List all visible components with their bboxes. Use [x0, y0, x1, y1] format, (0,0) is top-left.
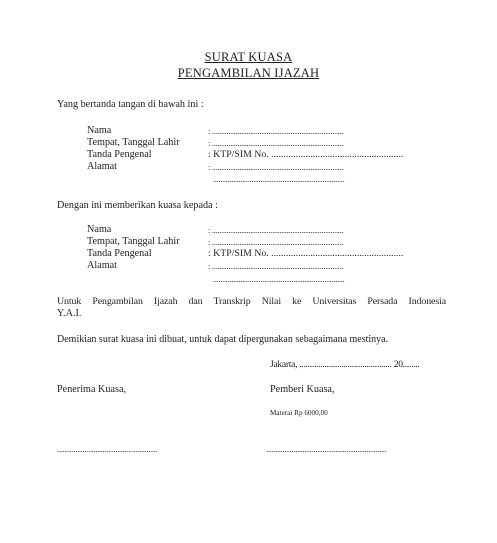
giver-address-label: Alamat: [87, 161, 117, 172]
giver-address-extra-line: ........................................................................: [213, 174, 345, 184]
receiver-id-value: : KTP/SIM No. ......................................................: [208, 248, 404, 259]
intro-receiver-text: Dengan ini memberikan kuasa kepada :: [57, 200, 218, 211]
document-title-line2: PENGAMBILAN IJAZAH: [177, 66, 320, 80]
giver-address-value: : ........................................................................: [208, 162, 344, 172]
giver-name-value: : ........................................................................: [208, 126, 344, 136]
receiver-signature-line: .......................................................: [57, 444, 158, 454]
purpose-line-1: Untuk Pengambilan Ijazah dan Transkrip Nilai ke Universitas Persada Indonesia: [57, 296, 446, 307]
receiver-birth-label: Tempat, Tanggal Lahir: [87, 236, 180, 247]
giver-id-value: : KTP/SIM No. ......................................................: [208, 149, 404, 160]
receiver-address-label: Alamat: [87, 260, 117, 271]
receiver-name-label: Nama: [87, 224, 112, 235]
receiver-id-label: Tanda Pengenal: [87, 248, 152, 259]
giver-birth-value: : ........................................................................: [208, 138, 344, 148]
receiver-address-value: : ........................................................................: [208, 261, 344, 271]
receiver-address-extra-line: ........................................................................: [213, 274, 345, 284]
giver-birth-label: Tempat, Tanggal Lahir: [87, 137, 180, 148]
stamp-duty-note: Materai Rp 6000,00: [270, 409, 328, 417]
closing-statement: Demikian surat kuasa ini dibuat, untuk dapat dipergunakan sebagaimana mestinya.: [57, 334, 389, 345]
document-title-line1: SURAT KUASA: [204, 50, 293, 64]
receiver-label: Penerima Kuasa,: [57, 384, 127, 395]
receiver-name-value: : ........................................................................: [208, 225, 344, 235]
intro-giver-text: Yang bertanda tangan di bawah ini :: [57, 99, 204, 110]
receiver-birth-value: : ........................................................................: [208, 237, 344, 247]
purpose-line-2: Y.A.I.: [57, 308, 82, 319]
giver-signature-line: ..................................................................: [266, 444, 387, 454]
giver-name-label: Nama: [87, 125, 112, 136]
place-and-date: Jakarta, ............................................ 20........: [270, 359, 420, 370]
giver-id-label: Tanda Pengenal: [87, 149, 152, 160]
giver-label: Pemberi Kuasa,: [270, 384, 335, 395]
